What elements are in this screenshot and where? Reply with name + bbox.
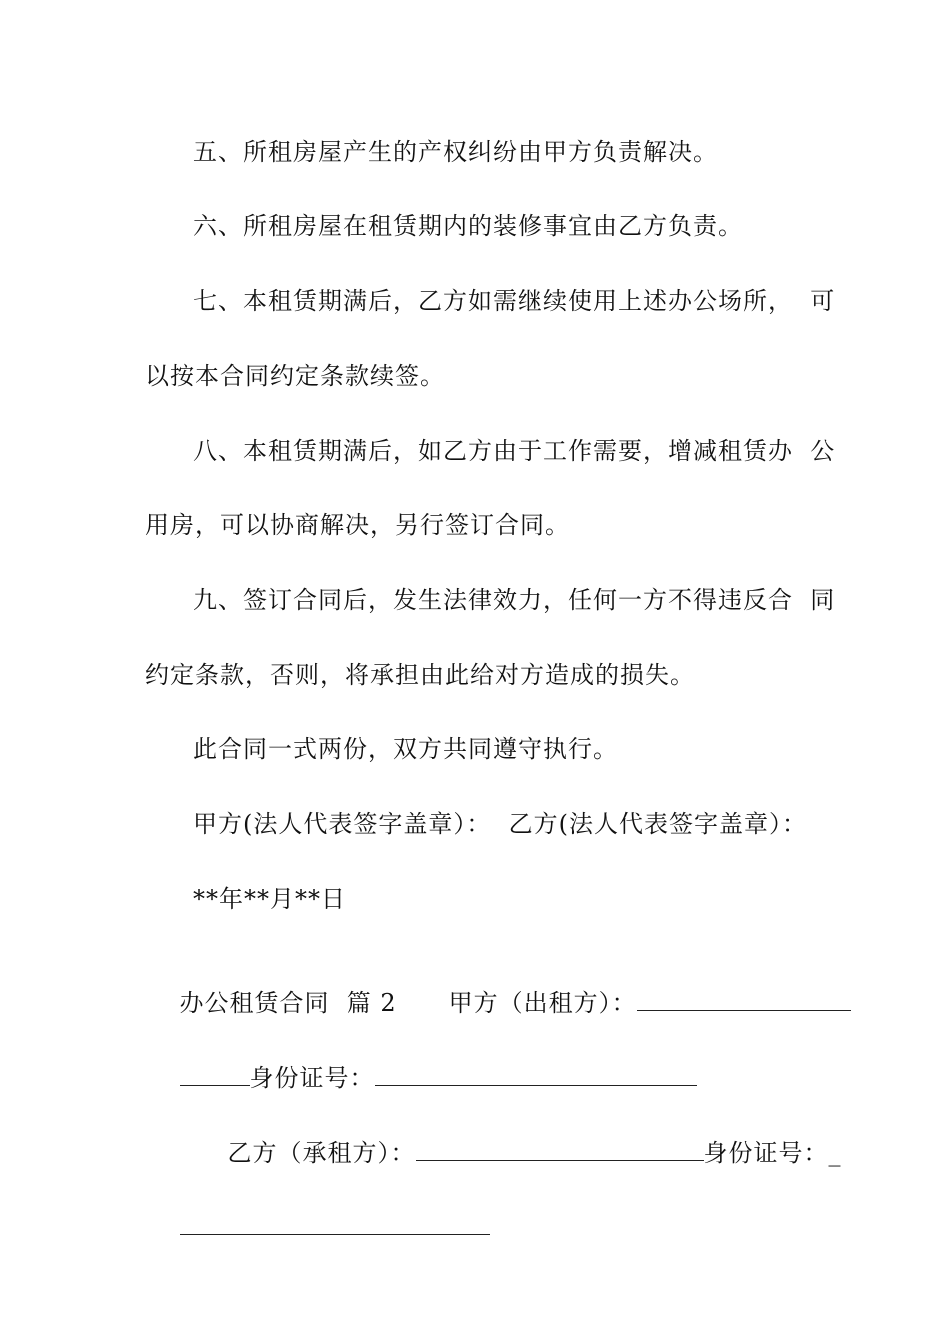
clause-7-line-1: 七、本租赁期满后，乙方如需继续使用上述办公场所， 可 xyxy=(193,287,836,315)
clause-8-line-2: 用房，可以协商解决，另行签订合同。 xyxy=(145,511,570,539)
party-b-id-row xyxy=(145,1182,490,1272)
party-b-label: 乙方（承租方）： xyxy=(227,1139,416,1167)
party-a-name-blank-continued[interactable] xyxy=(180,1065,250,1086)
party-b-name-blank[interactable] xyxy=(416,1140,704,1161)
date-line: **年**月**日 xyxy=(193,885,346,913)
party-a-name-blank[interactable] xyxy=(637,990,851,1011)
party-b-id-blank[interactable] xyxy=(180,1214,490,1235)
clause-6: 六、所租房屋在租赁期内的装修事宜由乙方负责。 xyxy=(193,212,743,240)
clause-7-line-2: 以按本合同约定条款续签。 xyxy=(145,362,445,390)
clause-9-line-1: 九、签订合同后，发生法律效力，任何一方不得违反合 同 xyxy=(193,586,836,614)
clause-5: 五、所租房屋产生的产权纠纷由甲方负责解决。 xyxy=(193,138,718,166)
copies-statement: 此合同一式两份，双方共同遵守执行。 xyxy=(193,735,618,763)
contract-2-title: 办公租赁合同 篇 2 xyxy=(179,989,397,1017)
party-a-id-label: 身份证号： xyxy=(249,1064,375,1092)
clause-9-line-2: 约定条款，否则，将承担由此给对方造成的损失。 xyxy=(145,661,695,689)
clause-8-line-1: 八、本租赁期满后，如乙方由于工作需要，增减租赁办 公 xyxy=(193,437,836,465)
party-a-id-blank[interactable] xyxy=(375,1065,697,1086)
party-b-id-underscore: _ xyxy=(828,1139,842,1167)
party-a-label: 甲方（出租方）： xyxy=(448,989,637,1017)
party-b-id-label: 身份证号： xyxy=(703,1139,829,1167)
signature-line: 甲方(法人代表签字盖章）： 乙方(法人代表签字盖章）： xyxy=(193,810,807,838)
